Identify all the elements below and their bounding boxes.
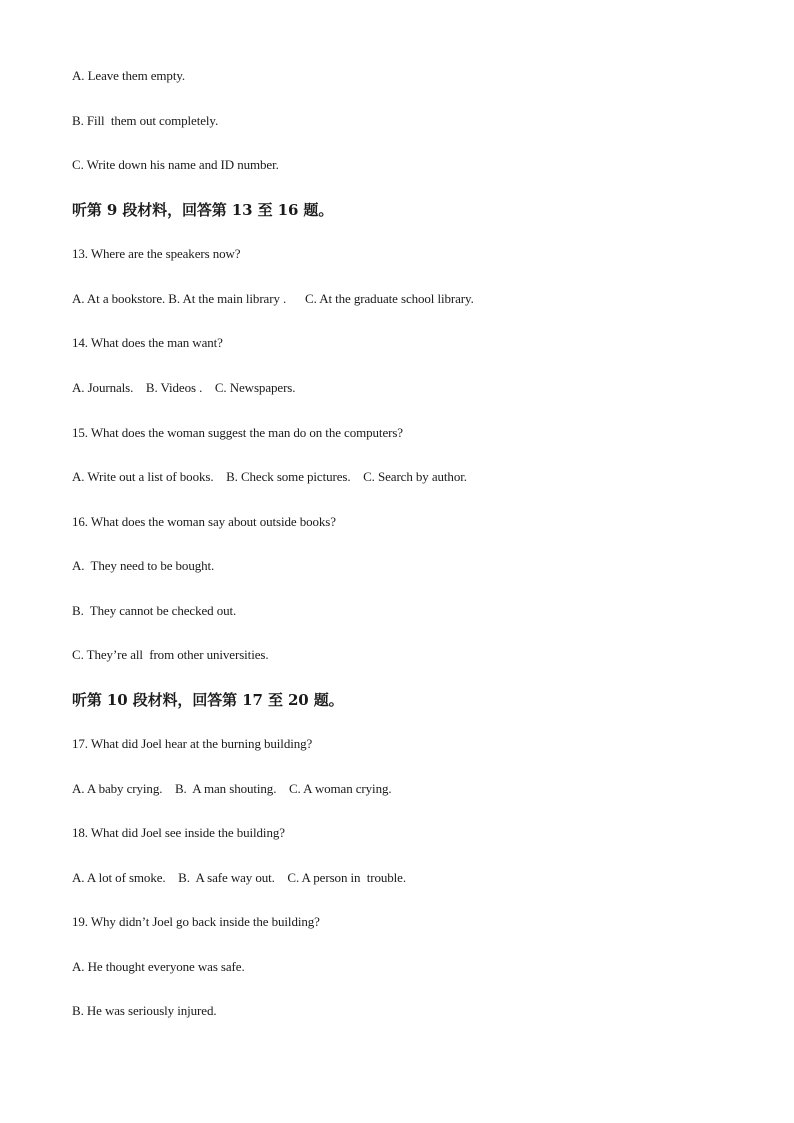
option-line: B. He was seriously injured. [72,1003,217,1018]
question-line: 15. What does the woman suggest the man do on the computers? [72,425,403,440]
option-line: C. Write down his name and ID number. [72,157,279,172]
option-line: B. Fill them out completely. [72,113,219,128]
section-heading: 听第 10 段材料，回答第 17 至 20 题。 [72,691,344,709]
options-line: A. At a bookstore. B. At the main library . C. At the graduate school library. [72,291,474,306]
question-line: 16. What does the woman say about outside books? [72,514,336,529]
option-line: A. He thought everyone was safe. [72,959,245,974]
question-line: 19. Why didn’t Joel go back inside the building? [72,914,320,929]
question-line: 13. Where are the speakers now? [72,246,241,261]
section-heading: 听第 9 段材料，回答第 13 至 16 题。 [72,201,334,219]
options-line: A. A lot of smoke. B. A safe way out. C. A person in trouble. [72,870,406,885]
option-line: A. Leave them empty. [72,68,186,83]
option-line: C. They’re all from other universities. [72,647,269,662]
question-line: 17. What did Joel hear at the burning building? [72,736,313,751]
option-line: B. They cannot be checked out. [72,603,237,618]
option-line: A. They need to be bought. [72,558,215,573]
options-line: A. A baby crying. B. A man shouting. C. A woman crying. [72,781,392,796]
options-line: A. Write out a list of books. B. Check some pictures. C. Search by author. [72,469,467,484]
options-line: A. Journals. B. Videos . C. Newspapers. [72,380,296,395]
question-line: 18. What did Joel see inside the building? [72,825,285,840]
question-line: 14. What does the man want? [72,335,223,350]
